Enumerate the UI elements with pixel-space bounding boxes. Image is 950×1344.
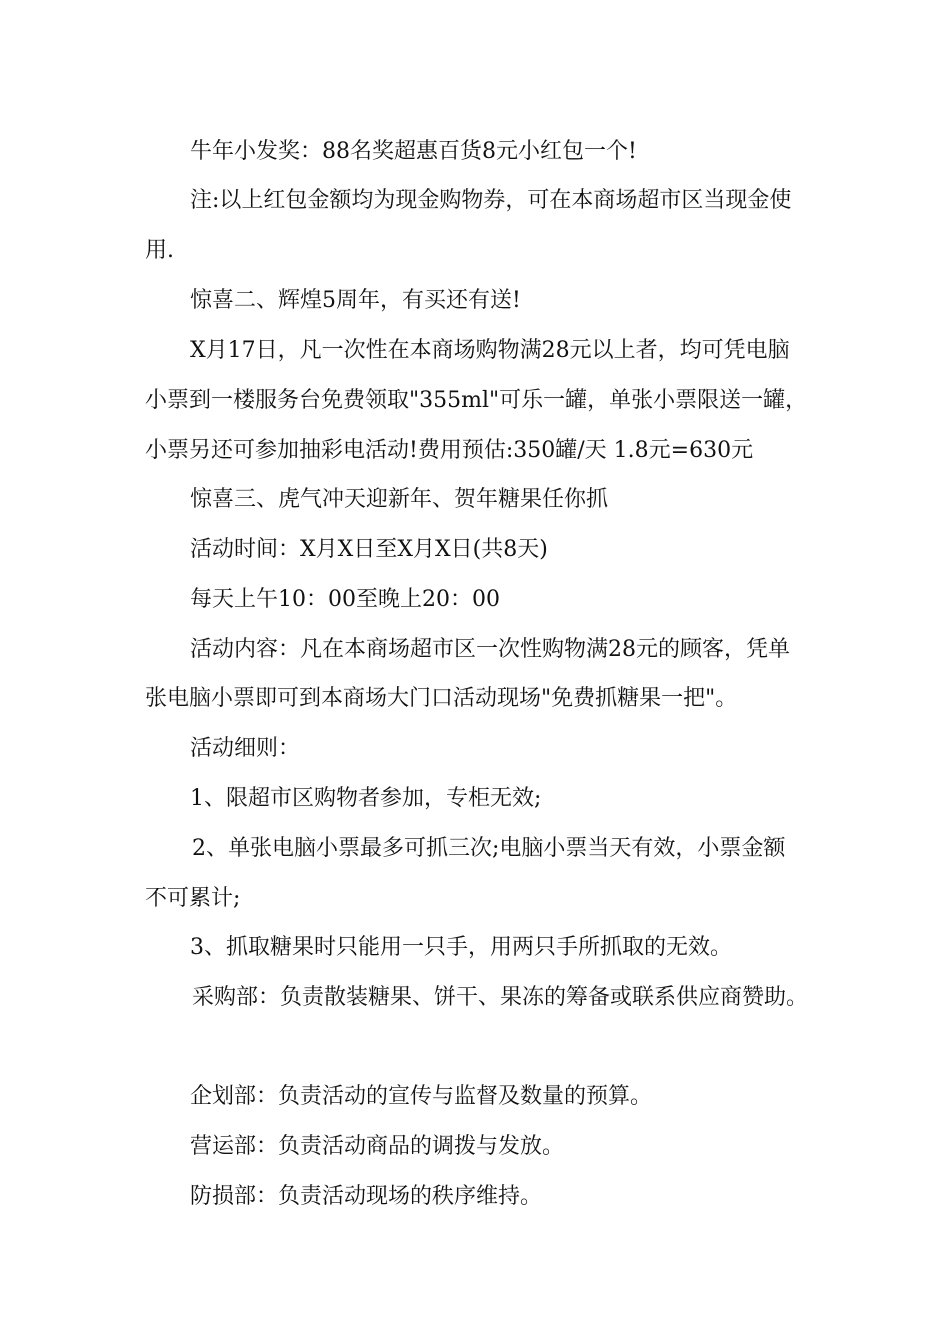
paragraph-line-17: 3、抓取糖果时只能用一只手，用两只手所抓取的无效。 <box>190 935 732 960</box>
paragraph-line-1: 牛年小发奖：88名奖超惠百货8元小红包一个! <box>190 139 637 164</box>
paragraph-line-21: 防损部：负责活动现场的秩序维持。 <box>190 1184 543 1209</box>
paragraph-line-10: 每天上午10：00至晚上20：00 <box>190 587 500 612</box>
paragraph-line-19: 企划部：负责活动的宣传与监督及数量的预算。 <box>190 1084 653 1109</box>
paragraph-line-12: 张电脑小票即可到本商场大门口活动现场"免费抓糖果一把"。 <box>145 686 738 711</box>
paragraph-line-15: 2、单张电脑小票最多可抓三次;电脑小票当天有效，小票金额 <box>192 836 786 861</box>
paragraph-line-7: 小票另还可参加抽彩电活动!费用预估:350罐/天 1.8元=630元 <box>145 438 754 463</box>
paragraph-line-8: 惊喜三、虎气冲天迎新年、贺年糖果任你抓 <box>190 487 609 512</box>
paragraph-line-13: 活动细则： <box>190 736 301 761</box>
paragraph-line-5: X月17日，凡一次性在本商场购物满28元以上者，均可凭电脑 <box>190 338 790 363</box>
paragraph-line-3: 用. <box>145 238 174 263</box>
paragraph-line-18: 采购部：负责散装糖果、饼干、果冻的筹备或联系供应商赞助。 <box>192 985 809 1010</box>
paragraph-line-16: 不可累计; <box>145 886 241 911</box>
paragraph-line-20: 营运部：负责活动商品的调拨与发放。 <box>190 1134 565 1159</box>
paragraph-line-14: 1、限超市区购物者参加，专柜无效; <box>190 786 542 811</box>
paragraph-line-2: 注:以上红包金额均为现金购物券，可在本商场超市区当现金使 <box>190 188 792 213</box>
paragraph-line-11: 活动内容：凡在本商场超市区一次性购物满28元的顾客，凭单 <box>190 637 790 662</box>
paragraph-line-9: 活动时间：X月X日至X月X日(共8天) <box>190 537 548 562</box>
paragraph-line-6: 小票到一楼服务台免费领取"355ml"可乐一罐，单张小票限送一罐， <box>145 388 808 413</box>
paragraph-line-4: 惊喜二、辉煌5周年，有买还有送! <box>190 288 521 313</box>
